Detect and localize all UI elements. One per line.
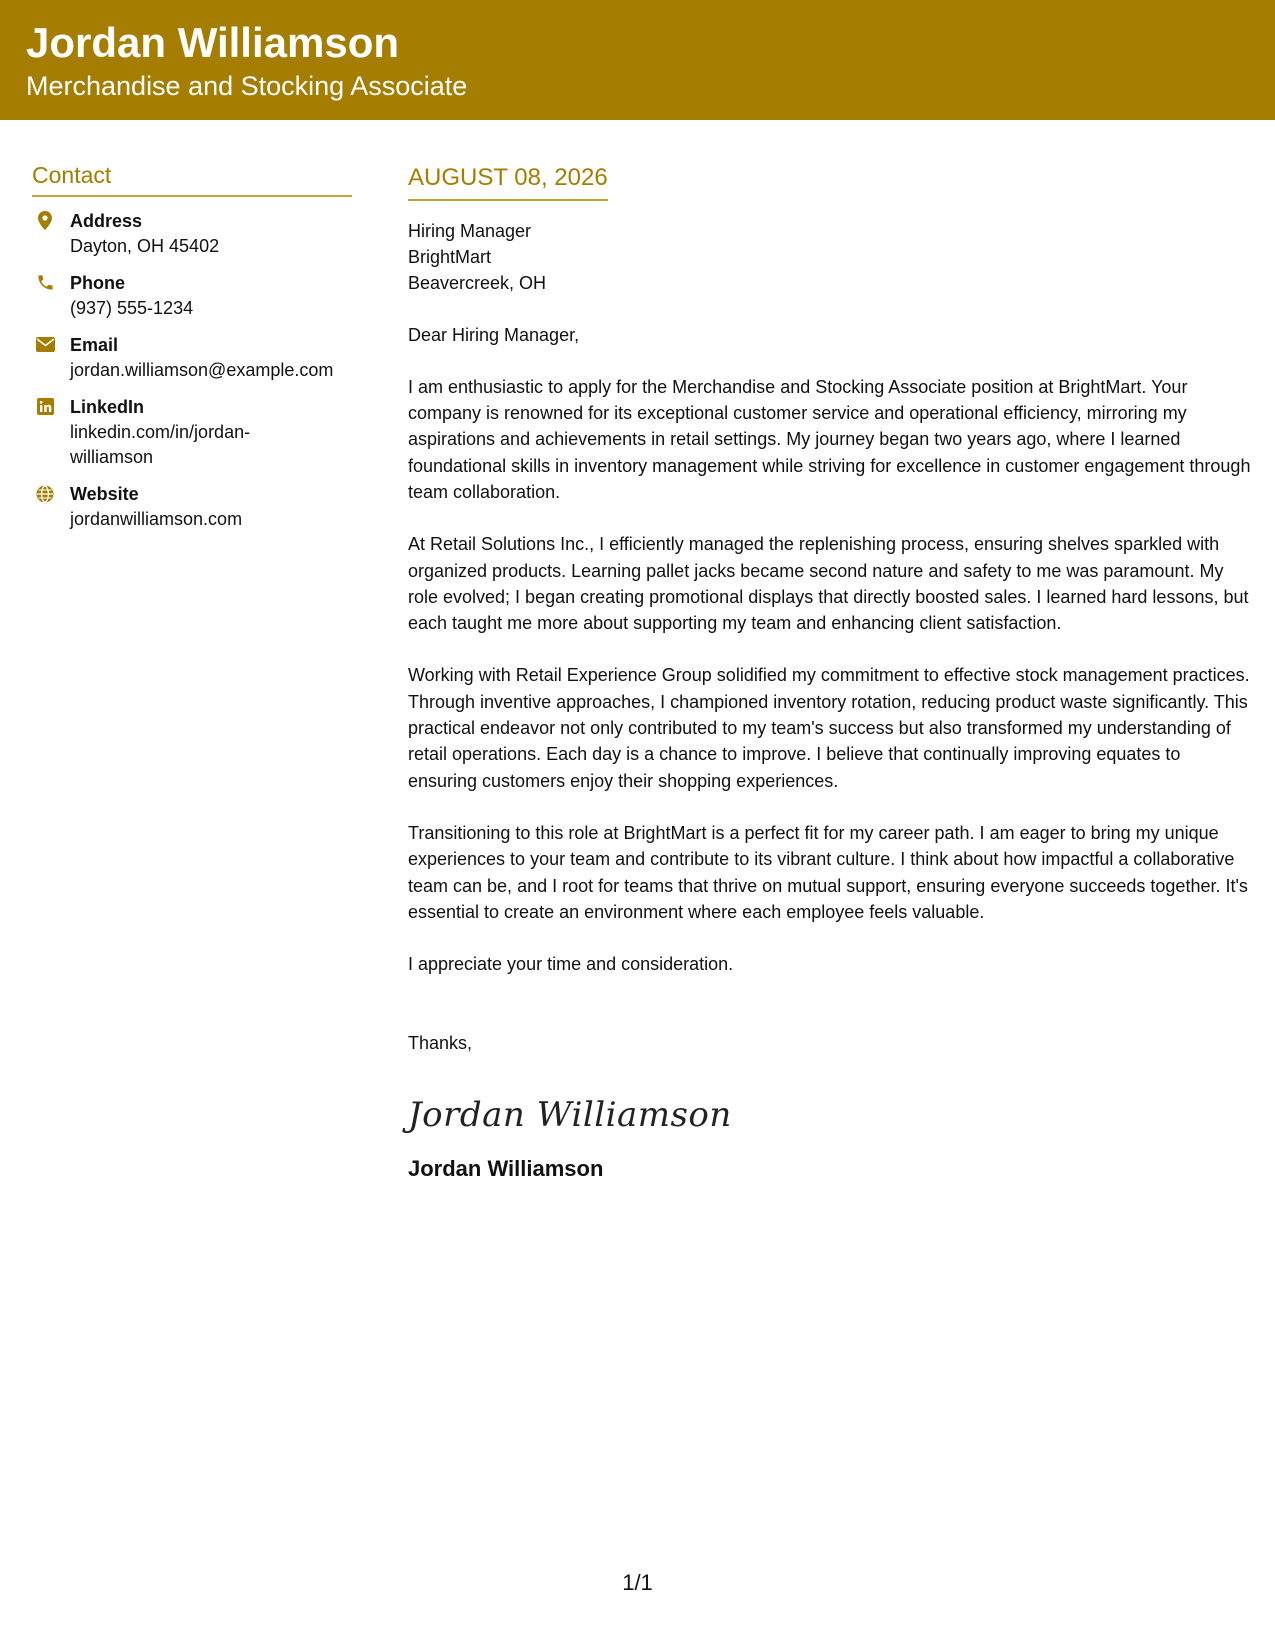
contact-value-phone: (937) 555-1234 xyxy=(70,297,194,318)
globe-icon xyxy=(34,483,56,505)
contact-label-email: Email xyxy=(70,334,119,355)
closing-line: Thanks, xyxy=(408,1033,473,1054)
contact-label-phone: Phone xyxy=(70,272,126,293)
contact-value-address: Dayton, OH 45402 xyxy=(70,235,220,256)
letter-body xyxy=(408,164,1253,1183)
contact-value-email: jordan.williamson@example.com xyxy=(70,359,334,380)
phone-icon xyxy=(34,272,56,294)
contact-item-email xyxy=(32,333,352,383)
contact-sidebar xyxy=(32,162,352,532)
body-paragraph: At Retail Solutions Inc., I efficiently managed the replenishing process, ensuring shelves sparkled with organized products. Learning pallet jacks became second nature and safety to me was paramount. My role evolved; I began creating promotional displays that directly boosted sales. I learned hard lessons, but each taught me more about supporting my team and enhancing client satisfaction. xyxy=(408,534,1249,634)
contact-heading: Contact xyxy=(32,162,352,197)
contact-label-website: Website xyxy=(70,483,139,504)
recipient-block xyxy=(408,218,1253,296)
map-pin-icon xyxy=(34,210,56,232)
handwritten-signature xyxy=(408,1088,732,1136)
envelope-icon xyxy=(34,334,56,356)
contact-label-address: Address xyxy=(70,210,143,231)
contact-item-website xyxy=(32,482,352,532)
header-band xyxy=(0,0,1275,120)
applicant-name: Jordan Williamson xyxy=(26,19,400,66)
body-paragraph: Transitioning to this role at BrightMart is a perfect fit for my career path. I am eager to bring my unique experiences to your team and contribute to its vibrant culture. I think about how impactful a collaborative team can be, and I root for teams that thrive on mutual support, ensuring everyone succeeds together. It's essential to create an environment where each employee feels valuable. xyxy=(408,822,1248,922)
salutation: Dear Hiring Manager, xyxy=(408,324,580,345)
signed-name: Jordan Williamson xyxy=(408,1156,604,1182)
svg-text:Jordan Williamson: Jordan Williamson xyxy=(408,1095,732,1136)
job-title: Merchandise and Stocking Associate xyxy=(26,71,468,101)
contact-value-linkedin: linkedin.com/in/jordan-williamson xyxy=(70,421,251,467)
body-paragraph: I appreciate your time and consideration. xyxy=(408,954,734,975)
letter-date: AUGUST 08, 2026 xyxy=(408,164,608,201)
page-number: 1/1 xyxy=(622,1570,653,1595)
recipient-line: Hiring Manager xyxy=(408,220,532,241)
body-paragraph: Working with Retail Experience Group solidified my commitment to effective stock management practices. Through inventive approaches, I championed inventory rotation, reducing product waste significantly. This practical endeavor not only contributed to my team's success but also transformed my understanding of retail operations. Each day is a chance to improve. I believe that continually improving equates to ensuring customers enjoy their shopping experiences. xyxy=(408,665,1250,791)
contact-item-address xyxy=(32,209,352,259)
contact-value-website: jordanwilliamson.com xyxy=(70,508,243,529)
contact-item-phone xyxy=(32,271,352,321)
contact-label-linkedin: LinkedIn xyxy=(70,396,145,417)
contact-item-linkedin xyxy=(32,395,352,470)
linkedin-icon xyxy=(34,396,56,418)
recipient-line: BrightMart xyxy=(408,246,492,267)
recipient-line: Beavercreek, OH xyxy=(408,272,547,293)
body-paragraph: I am enthusiastic to apply for the Merchandise and Stocking Associate position at BrightMart. Your company is renowned for its exceptional customer service and operational efficiency, mirroring my aspirations and achievements in retail settings. My journey began two years ago, where I learned foundational skills in inventory management while striving for excellence in customer engagement through team collaboration. xyxy=(408,376,1251,502)
